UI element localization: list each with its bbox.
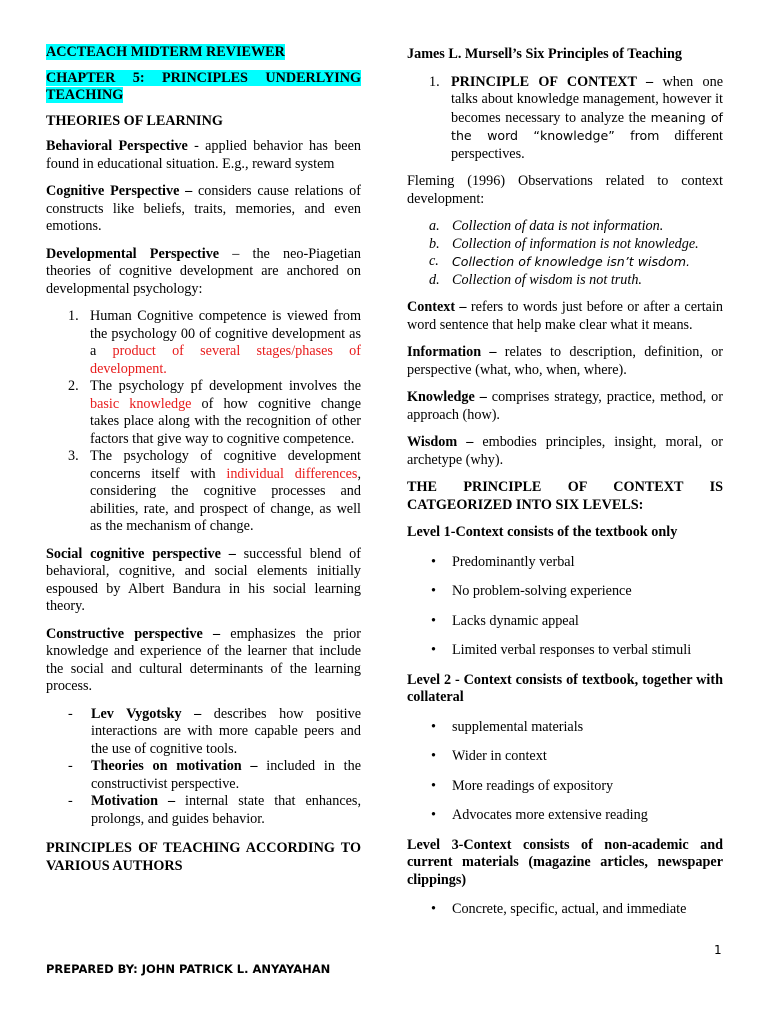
constructive-paragraph: Constructive perspective – emphasizes the prior knowledge and experience of the learner that include the social and cultural determinants of the learning process. <box>46 625 361 694</box>
list-item: - Lev Vygotsky – describes how positive interactions are with more capable peers and the use of cognitive tools. <box>68 705 361 757</box>
level2-heading: Level 2 - Context consists of textbook, together with collateral <box>407 671 723 705</box>
wisdom-definition: Wisdom – embodies principles, insight, moral, or archetype (why). <box>407 434 723 468</box>
context-definition: Context – refers to words just before or after a certain word sentence that help make clear what it means. <box>407 299 723 333</box>
constructive-list <box>46 706 361 829</box>
right-column <box>407 44 723 931</box>
developmental-list <box>46 308 361 536</box>
level3-list <box>407 901 723 919</box>
social-term: Social cognitive perspective – <box>46 545 236 562</box>
list-item: - Motivation – internal state that enhances, prolongs, and guides behavior. <box>68 793 361 827</box>
level1-heading: Level 1-Context consists of the textbook only <box>407 524 678 540</box>
list-item: c. Collection of knowledge isn’t wisdom. <box>429 253 691 269</box>
list-item: - Theories on motivation – included in the constructivist perspective. <box>68 758 361 792</box>
list-item: • Advocates more extensive reading <box>431 807 648 823</box>
list-item: b. Collection of information is not knowledge. <box>429 235 699 252</box>
fleming-paragraph: Fleming (1996) Observations related to context development: <box>407 173 723 207</box>
list-item: • Wider in context <box>431 748 547 764</box>
list-item: 1. Human Cognitive competence is viewed from the psychology 00 of cognitive development as a product of several stages/phases of development. <box>68 308 361 377</box>
level3-heading: Level 3-Context consists of non-academic and current materials (magazine articles, newspaper clippings) <box>407 836 723 888</box>
constructive-term: Constructive perspective – <box>46 625 221 642</box>
list-item: • More readings of expository <box>431 777 614 794</box>
cognitive-term: Cognitive Perspective – <box>46 183 193 199</box>
list-item: • Lacks dynamic appeal <box>431 612 579 629</box>
list-item: a. Collection of data is not information. <box>429 218 664 234</box>
list-item: • Concrete, specific, actual, and immediate <box>431 901 687 917</box>
left-column <box>46 44 361 885</box>
list-item: 1. PRINCIPLE OF CONTEXT – when one talks about knowledge management, however it becomes necessary to analyze the meaning of the word “knowledge” from different perspectives. <box>429 73 723 162</box>
level2-list <box>407 719 723 825</box>
principles-heading: PRINCIPLES OF TEACHING ACCORDING TO VARIOUS AUTHORS <box>46 840 361 874</box>
list-item: 3. The psychology of cognitive development concerns itself with individual differences, considering the cognitive processes and abilities, rate, and prospect of change, as well as the mechanism of change. <box>68 448 361 534</box>
theories-heading: THEORIES OF LEARNING <box>46 112 223 129</box>
behavioral-term: Behavioral Perspective <box>46 138 188 154</box>
information-definition: Information – relates to description, definition, or perspective (what, who, when, where). <box>407 344 724 378</box>
principle-list <box>407 74 723 164</box>
developmental-paragraph: Developmental Perspective – the neo-Piagetian theories of cognitive development are anchored on developmental psychology: <box>46 245 361 297</box>
behavioral-paragraph: Behavioral Perspective - applied behavior has been found in educational situation. E.g., reward system <box>46 138 361 172</box>
fleming-list <box>407 218 723 289</box>
list-item: • Limited verbal responses to verbal stimuli <box>431 642 692 658</box>
level1-list <box>407 554 723 660</box>
social-paragraph: Social cognitive perspective – successful blend of behavioral, cognitive, and social elements initially espoused by Albert Bandura in his social learning theory. <box>46 545 361 614</box>
cognitive-paragraph: Cognitive Perspective – considers cause relations of constructs like beliefs, traits, memories, and even emotions. <box>46 183 362 234</box>
chapter-title: CHAPTER 5: PRINCIPLES UNDERLYING TEACHING <box>46 69 361 103</box>
list-item: • Predominantly verbal <box>431 553 575 570</box>
knowledge-definition: Knowledge – comprises strategy, practice, method, or approach (how). <box>407 389 723 423</box>
developmental-term: Developmental Perspective <box>46 245 220 262</box>
list-item: • supplemental materials <box>431 718 584 735</box>
mursell-heading: James L. Mursell’s Six Principles of Teaching <box>407 46 682 62</box>
list-item: 2. The psychology pf development involves the basic knowledge of how cognitive change takes place along with the recognition of other factors that give way to cognitive competence. <box>68 378 362 447</box>
page-number: 1 <box>714 943 722 957</box>
six-levels-heading: THE PRINCIPLE OF CONTEXT IS CATGEORIZED INTO SIX LEVELS: <box>407 479 723 513</box>
list-item: d. Collection of wisdom is not truth. <box>429 271 642 288</box>
reviewer-title: ACCTEACH MIDTERM REVIEWER <box>46 44 285 60</box>
list-item: • No problem-solving experience <box>431 583 632 599</box>
footer-prepared-by: PREPARED BY: JOHN PATRICK L. ANYAYAHAN <box>46 962 331 976</box>
